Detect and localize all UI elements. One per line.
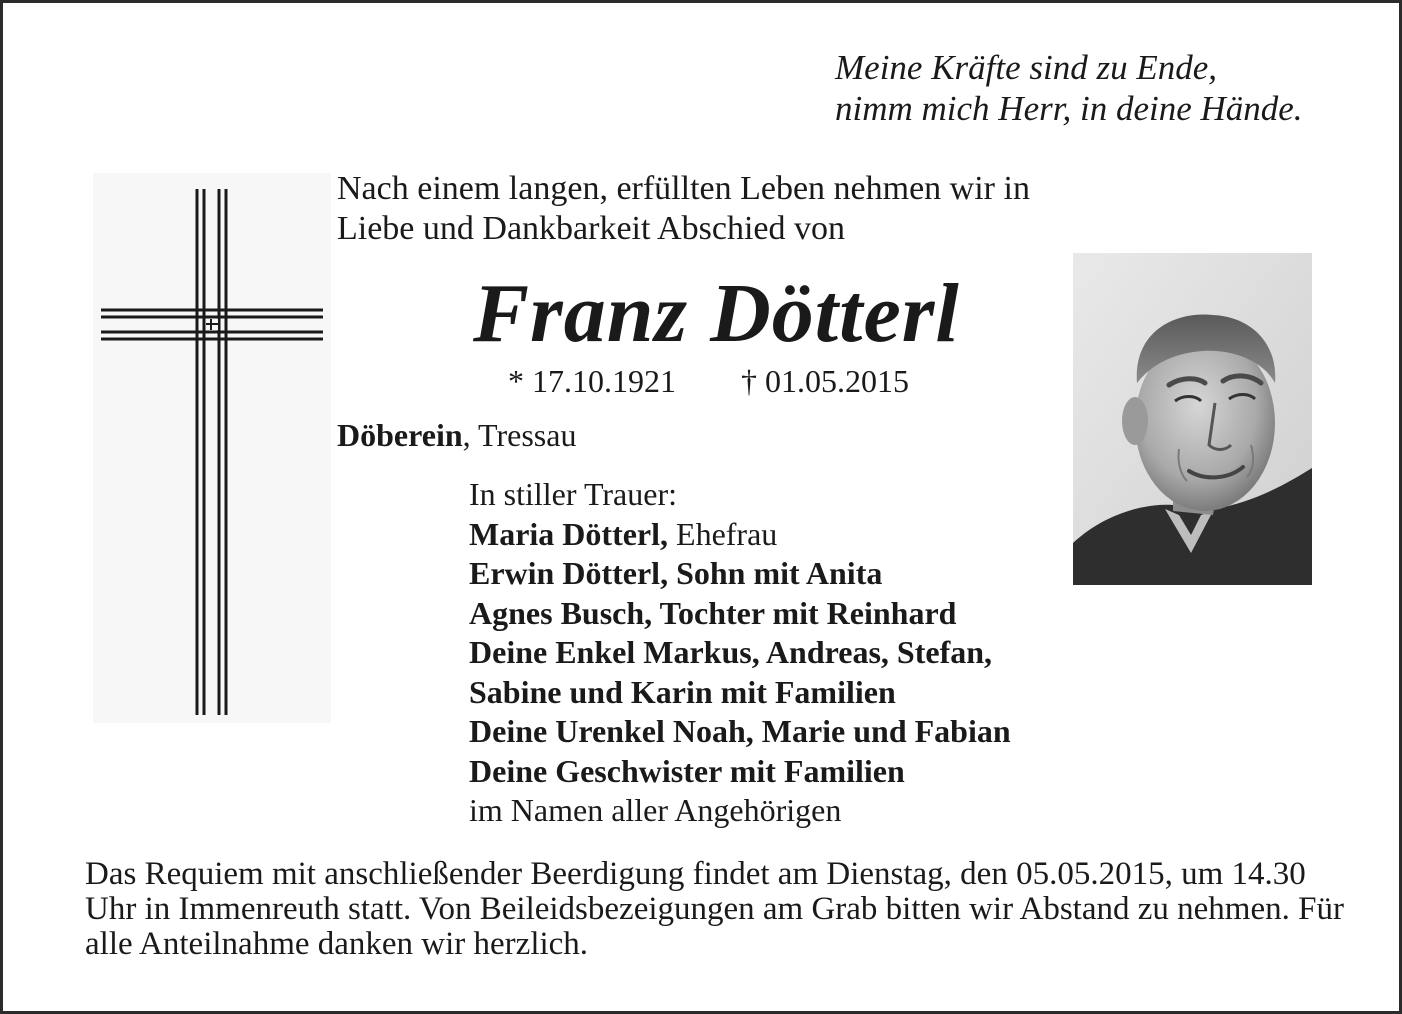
residence-district: , Tressau (462, 417, 577, 453)
mourner-line: Deine Urenkel Noah, Marie und Fabian (469, 713, 1011, 749)
residence (337, 417, 576, 454)
mourner-line: Deine Enkel Markus, Andreas, Stefan, (469, 634, 993, 670)
intro-text (337, 169, 1030, 249)
deceased-name: Franz Dötterl (473, 267, 960, 360)
motto-line-2: nimm mich Herr, in deine Hände. (835, 89, 1303, 128)
death-date: † 01.05.2015 (741, 363, 909, 399)
residence-town: Döberein (337, 417, 463, 453)
mourner-line: Erwin Dötterl, Sohn mit Anita (469, 555, 883, 591)
mourners-heading: In stiller Trauer: (469, 476, 677, 512)
funeral-notice: Das Requiem mit anschließender Beerdigung findet am Dienstag, den 05.05.2015, um 14.30 Uhr in Immenreuth statt. Von Beileidsbezeigungen am Grab bitten wir Abstand zu nehmen. Für alle Anteilnahme danken wir herzlich. (85, 856, 1344, 962)
mourner-line: Deine Geschwister mit Familien (469, 752, 905, 789)
mourner-line: Sabine und Karin mit Familien (469, 673, 896, 710)
cross-icon (93, 173, 331, 723)
mourners-list (469, 475, 1011, 831)
mourner-wife (469, 515, 1011, 555)
mourner-line: Agnes Busch, Tochter mit Reinhard (469, 594, 957, 631)
birth-date: * 17.10.1921 (508, 363, 676, 399)
motto-line-1: Meine Kräfte sind zu Ende, (835, 48, 1218, 87)
intro-line-2: Liebe und Dankbarkeit Abschied von (337, 210, 845, 247)
mourners-closing: im Namen aller Angehörigen (469, 792, 842, 828)
portrait-photo (1073, 253, 1312, 585)
mourner-wife-name: Maria Dötterl, (469, 515, 669, 552)
mourner-wife-role: Ehefrau (668, 515, 778, 552)
motto-verse (835, 47, 1303, 129)
intro-line-1: Nach einem langen, erfüllten Leben nehmen wir in (337, 170, 1030, 207)
